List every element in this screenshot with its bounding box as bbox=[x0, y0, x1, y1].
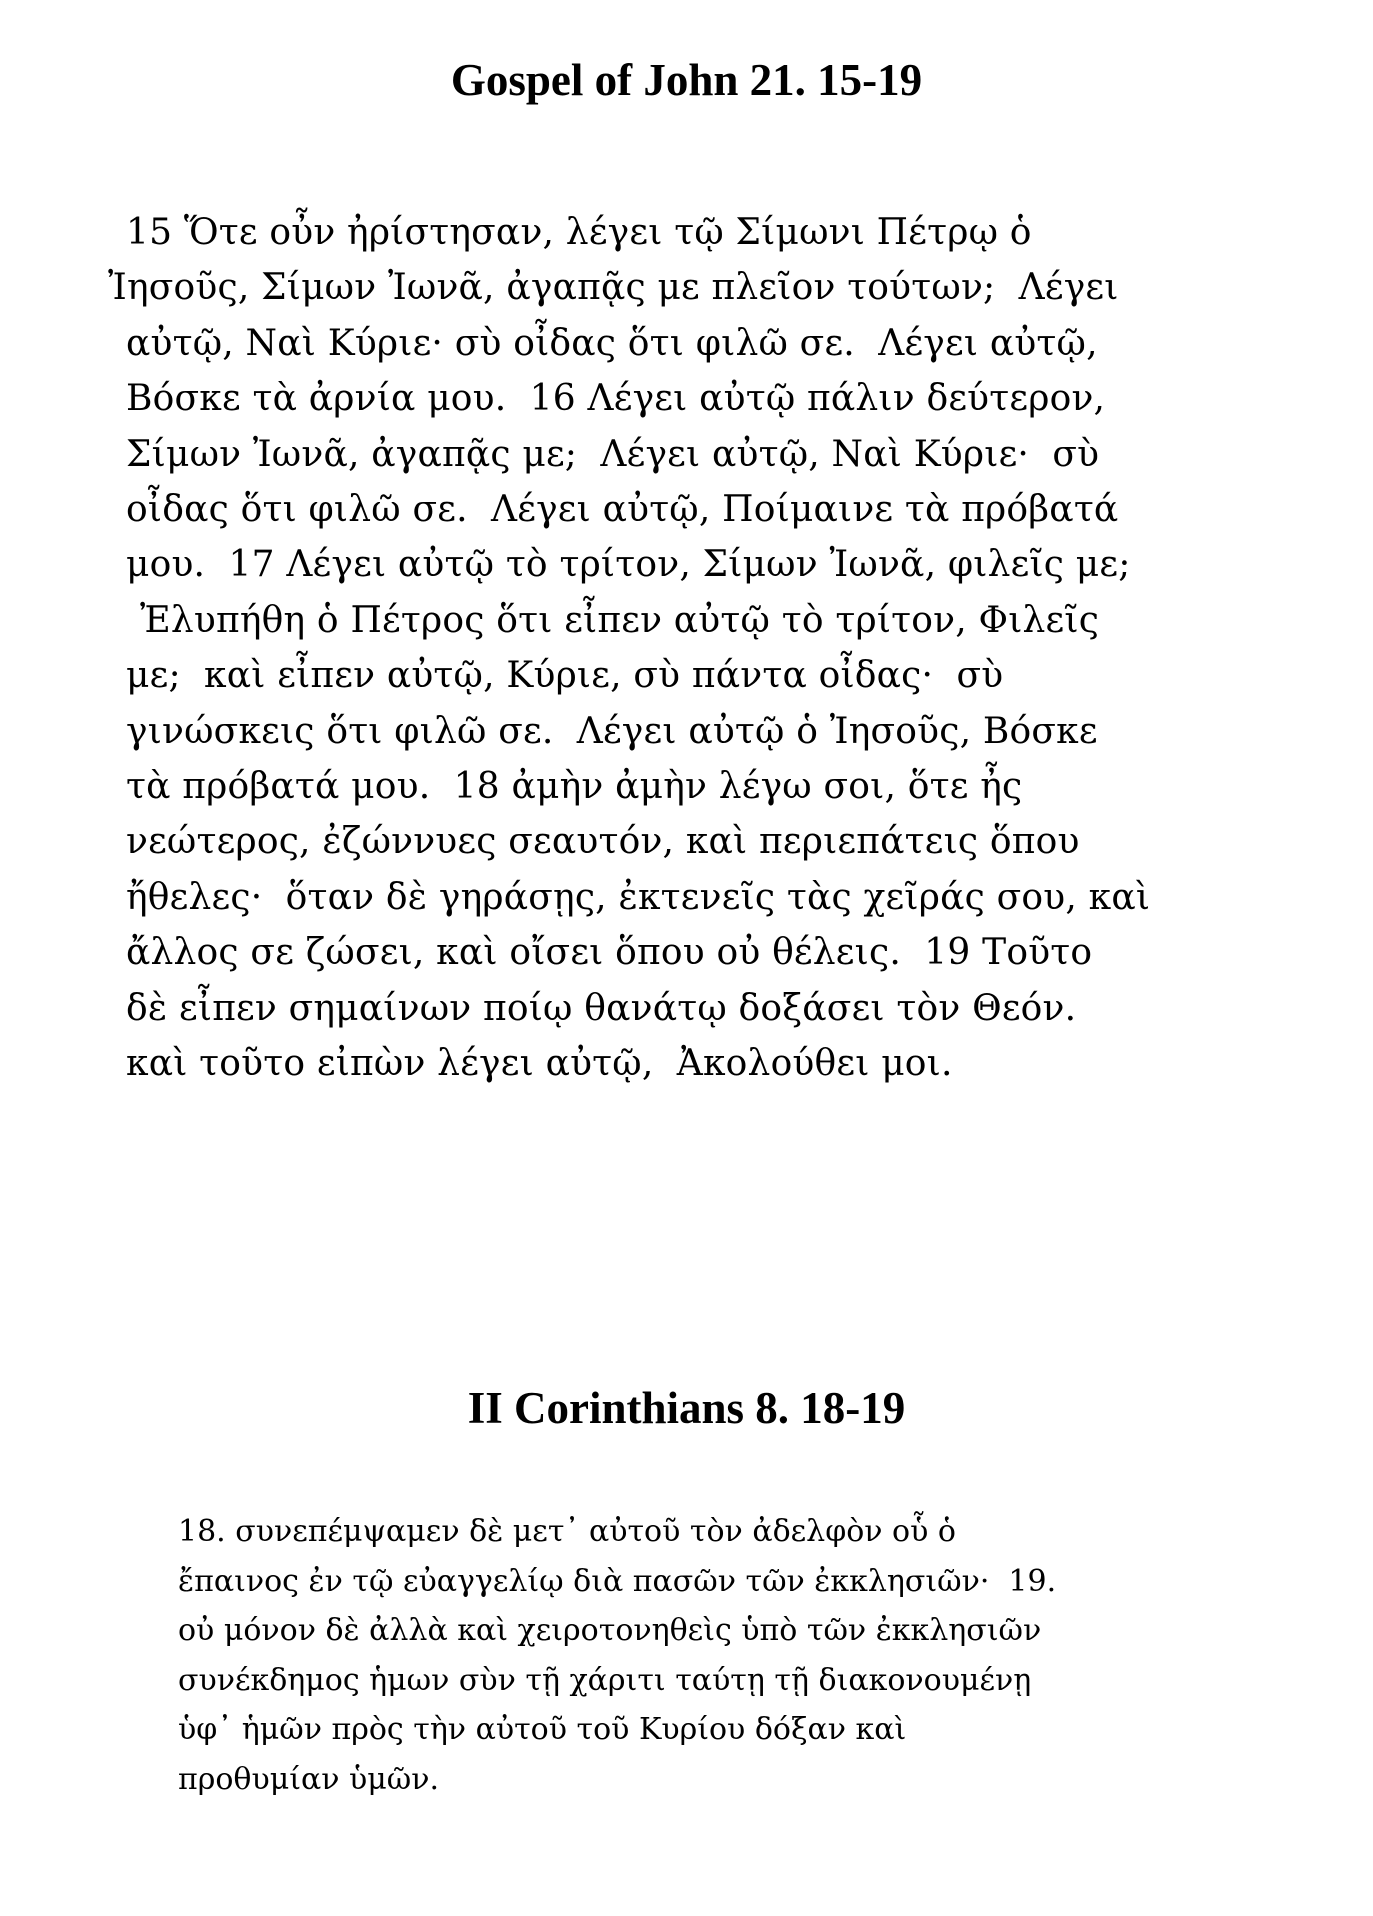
section-title-john: Gospel of John 21. 15-19 bbox=[450, 55, 923, 105]
text-line: μου. 17 Λέγει αὐτῷ τὸ τρίτον, Σίμων Ἰωνᾶ, φιλεῖς με; bbox=[126, 544, 1131, 586]
text-line: 18. συνεπέμψαμεν δὲ μετ᾽ αὐτοῦ τὸν ἀδελφὸν οὗ ὁ bbox=[178, 1514, 956, 1549]
text-line: ἤθελες· ὅταν δὲ γηράσῃς, ἐκτενεῖς τὰς χεῖράς σου, καὶ bbox=[126, 876, 1151, 918]
text-line: 15 Ὅτε οὖν ἠρίστησαν, λέγει τῷ Σίμωνι Πέτρῳ ὁ bbox=[126, 212, 1032, 253]
text-line: Σίμων Ἰωνᾶ, ἀγαπᾷς με; Λέγει αὐτῷ, Ναὶ Κύριε· σὺ bbox=[126, 433, 1100, 475]
text-line: οὐ μόνον δὲ ἀλλὰ καὶ χειροτονηθεὶς ὑπὸ τῶν ἐκκλησιῶν bbox=[178, 1613, 1042, 1648]
text-line: οἶδας ὅτι φιλῶ σε. Λέγει αὐτῷ, Ποίμαινε τὰ πρόβατά bbox=[126, 489, 1119, 531]
text-line: ὑφ᾽ ἡμῶν πρὸς τὴν αὐτοῦ τοῦ Κυρίου δόξαν καὶ bbox=[178, 1712, 907, 1747]
text-line: Ἰησοῦς, Σίμων Ἰωνᾶ, ἀγαπᾷς με πλεῖον τούτων; Λέγει bbox=[108, 267, 1119, 309]
text-line: προθυμίαν ὑμῶν. bbox=[178, 1761, 439, 1797]
text-line: συνέκδημος ἡμων σὺν τῇ χάριτι ταύτῃ τῇ διακονουμένῃ bbox=[178, 1662, 1032, 1698]
text-line: δὲ εἶπεν σημαίνων ποίῳ θανάτῳ δοξάσει τὸν Θεόν. bbox=[126, 987, 1077, 1029]
text-line: Ἐλυπήθη ὁ Πέτρος ὅτι εἶπεν αὐτῷ τὸ τρίτον, Φιλεῖς bbox=[140, 599, 1100, 641]
text-line: καὶ τοῦτο εἰπὼν λέγει αὐτῷ, Ἀκολούθει μοι. bbox=[126, 1043, 953, 1085]
text-line: ἔπαινος ἐν τῷ εὐαγγελίῳ διὰ πασῶν τῶν ἐκκλησιῶν· 19. bbox=[178, 1563, 1057, 1599]
text-line: με; καὶ εἶπεν αὐτῷ, Κύριε, σὺ πάντα οἶδας· σὺ bbox=[126, 655, 1004, 697]
text-line: τὰ πρόβατά μου. 18 ἀμὴν ἀμὴν λέγω σοι, ὅτε ἦς bbox=[126, 766, 1023, 808]
text-line: γινώσκεις ὅτι φιλῶ σε. Λέγει αὐτῷ ὁ Ἰησοῦς, Βόσκε bbox=[126, 710, 1098, 752]
passage-corinthians bbox=[178, 1507, 1056, 1804]
text-line: νεώτερος, ἐζώννυες σεαυτόν, καὶ περιεπάτεις ὅπου bbox=[126, 821, 1080, 863]
text-line: Βόσκε τὰ ἀρνία μου. 16 Λέγει αὐτῷ πάλιν δεύτερον, bbox=[126, 378, 1106, 420]
passage-john bbox=[108, 205, 1151, 1092]
text-line: ἄλλος σε ζώσει, καὶ οἴσει ὅπου οὐ θέλεις. 19 Τοῦτο bbox=[126, 932, 1093, 974]
section-title-corinthians: II Corinthians 8. 18-19 bbox=[467, 1383, 906, 1433]
text-line: αὐτῷ, Ναὶ Κύριε· σὺ οἶδας ὅτι φιλῶ σε. Λέγει αὐτῷ, bbox=[126, 322, 1098, 364]
